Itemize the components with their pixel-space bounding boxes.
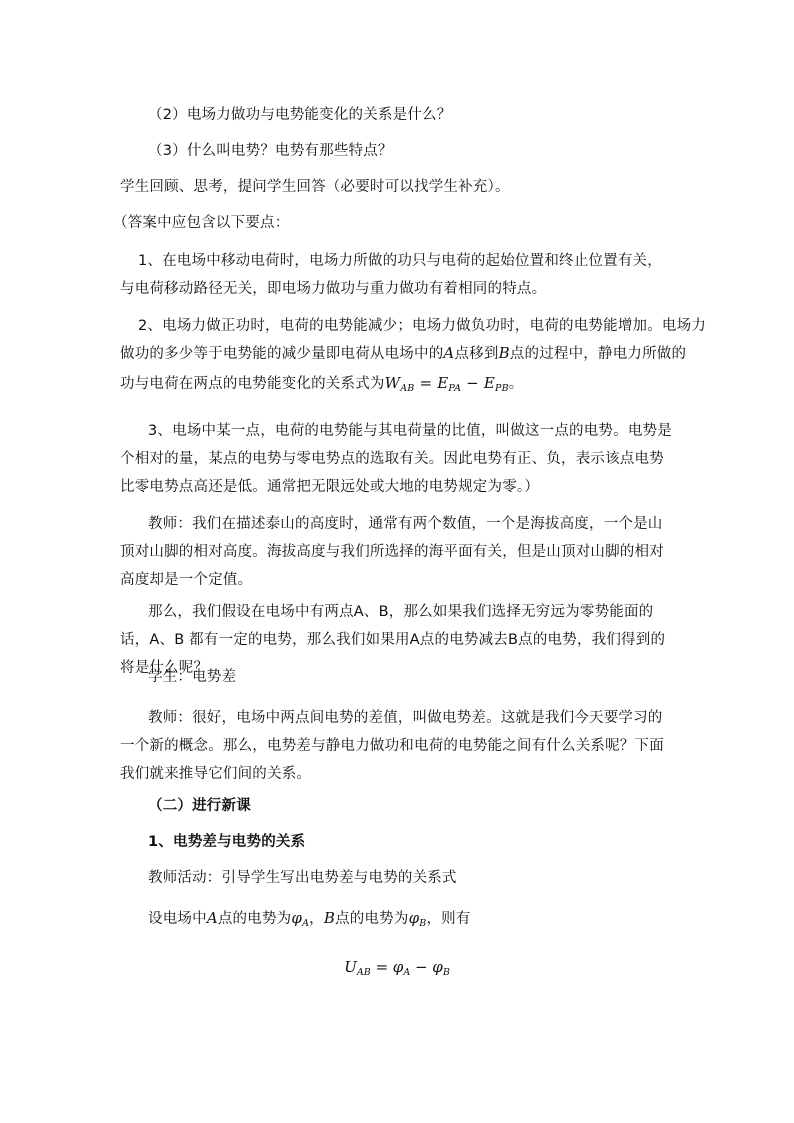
then-paragraph: 那么，我们假设在电场中有两点A、B，那么如果我们选择无穷远为零势能面的话，A、B 都有一定的电势，那么我们如果用A点的电势减去B点的电势，我们得到的将是什么呢？ bbox=[120, 604, 666, 676]
work-energy-formula: $W_{AB} = E_{PA} - E_{PB}$ bbox=[384, 374, 509, 394]
potential-definition: 设电场中A点的电势为$\varphi_A$，B点的电势为$\varphi_B$，则有 bbox=[148, 909, 471, 929]
answer-intro: （答案中应包含以下要点： bbox=[113, 215, 290, 231]
student-answer: 学生：电势差 bbox=[148, 669, 237, 685]
point-1: 1、在电场中移动电荷时，电场力所做的功只与电荷的起始位置和终止位置有关，与电荷移动路径无关，即电场力做功与重力做功有着相同的特点。 bbox=[120, 253, 662, 297]
point-2-line-1: 2、电场力做正功时，电荷的电势能减少；电场力做负功时，电荷的电势能增加。电场力 bbox=[138, 318, 707, 334]
student-recall: 学生回顾、思考，提问学生回答（必要时可以找学生补充）。 bbox=[120, 179, 510, 195]
question-2: （2）电场力做功与电势能变化的关系是什么？ bbox=[148, 107, 452, 123]
phi-b: $\varphi_B$ bbox=[408, 909, 427, 929]
potential-difference-formula: $U_{AB} = \varphi_A - \varphi_B$ bbox=[344, 958, 450, 978]
point-2-line-2: 做功的多少等于电势能的减少量即电荷从电场中的A点移到B点的过程中，静电力所做的 bbox=[120, 344, 687, 362]
point-3: 3、电场中某一点，电荷的电势能与其电荷量的比值，叫做这一点的电势。电势是个相对的量，某点的电势与零电势点的选取有关。因此电势有正、负，表示该点电势比零电势点高还是低。通常把无限远处或大地的电势规定为零。） bbox=[120, 423, 672, 495]
teacher-statement-2: 教师：很好，电场中两点间电势的差值，叫做电势差。这就是我们今天要学习的一个新的概念。那么，电势差与静电力做功和电荷的电势能之间有什么关系呢？下面我们就来推导它们间的关系。 bbox=[120, 710, 664, 782]
phi-a: $\varphi_A$ bbox=[291, 909, 310, 929]
section-heading: （二）进行新课 bbox=[148, 798, 251, 814]
question-3: （3）什么叫电势？电势有那些特点？ bbox=[148, 143, 393, 159]
teacher-statement-1: 教师：我们在描述泰山的高度时，通常有两个数值，一个是海拔高度，一个是山顶对山脚的相对高度。海拔高度与我们所选择的海平面有关，但是山顶对山脚的相对高度却是一个定值。 bbox=[120, 516, 664, 588]
teacher-activity: 教师活动：引导学生写出电势差与电势的关系式 bbox=[148, 870, 457, 886]
point-2-line-3: 功与电荷在两点的电势能变化的关系式为$W_{AB} = E_{PA} - E_{PB}$。 bbox=[120, 374, 524, 394]
subsection-heading: 1、电势差与电势的关系 bbox=[148, 834, 306, 850]
